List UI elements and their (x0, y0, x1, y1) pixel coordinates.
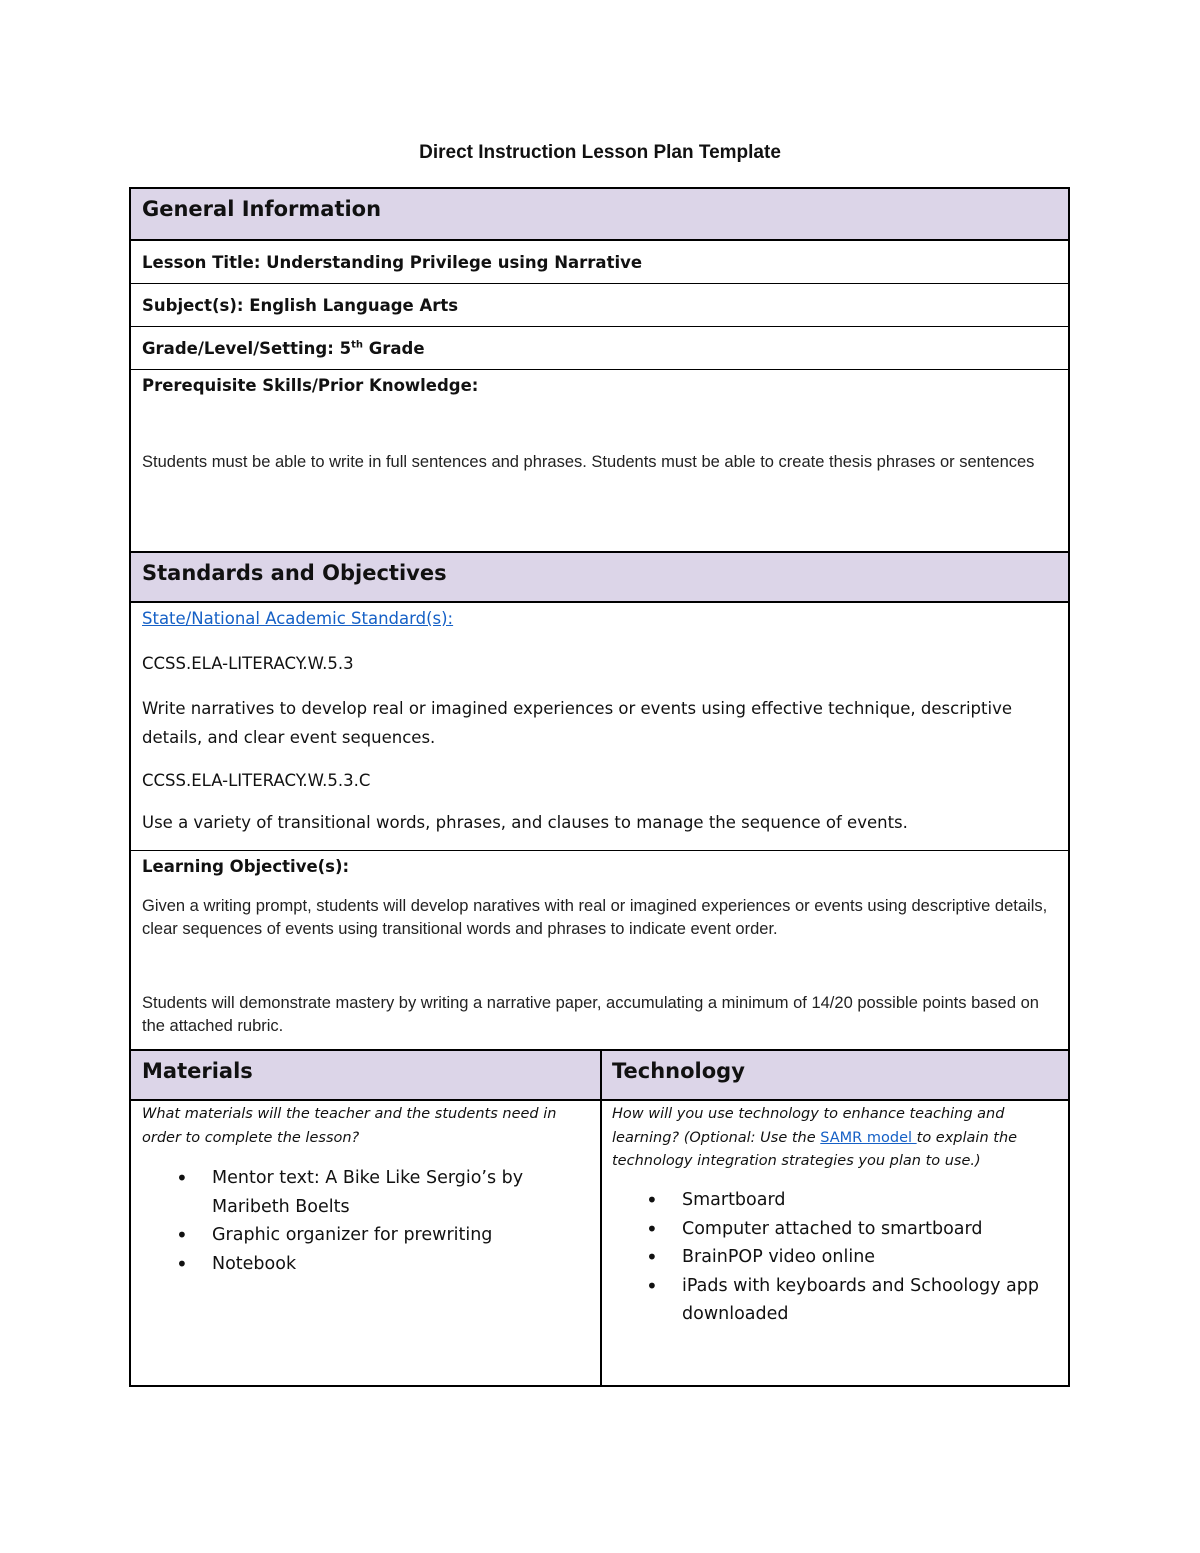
materials-list (142, 1164, 562, 1278)
general-info-heading: General Information (142, 197, 382, 221)
objective-text-2: Students will demonstrate mastery by writing a narrative paper, accumulating a minimum of 14/20 possible points based on the attached rubric. (142, 994, 1039, 1035)
objectives-row (131, 851, 1068, 1051)
technology-list (612, 1186, 1042, 1329)
samr-model-link[interactable]: SAMR model (820, 1129, 917, 1146)
standard-2-code: CCSS.ELA-LITERACY.W.5.3.C (142, 771, 371, 790)
objective-label: Learning Objective(s): (142, 857, 350, 876)
standards-heading: Standards and Objectives (142, 561, 447, 585)
prereq-row (131, 370, 1068, 553)
grade-row (131, 327, 1068, 370)
technology-prompt-after: to explain the technology integration strategies you plan to use.) (612, 1129, 1018, 1169)
subjects: Subject(s): English Language Arts (142, 296, 459, 315)
grade-label: Grade/Level/Setting: 5 (142, 339, 352, 358)
lesson-plan-table (129, 187, 1070, 1387)
standard-1-code: CCSS.ELA-LITERACY.W.5.3 (142, 654, 354, 673)
technology-cell (602, 1101, 1068, 1387)
technology-item: • BrainPOP video online (612, 1243, 1042, 1272)
materials-item: • Notebook (142, 1250, 562, 1279)
materials-item: • Mentor text: A Bike Like Sergio’s by Maribeth Boelts (142, 1164, 562, 1221)
subjects-row (131, 284, 1068, 327)
standards-row (131, 603, 1068, 851)
technology-item: • Computer attached to smartboard (612, 1215, 1042, 1244)
general-info-header (131, 189, 1068, 241)
document-title: Direct Instruction Lesson Plan Template (419, 142, 781, 163)
lesson-title: Lesson Title: Understanding Privilege using Narrative (142, 253, 643, 272)
prereq-text: Students must be able to write in full sentences and phrases. Students must be able to create thesis phrases or sentences (142, 453, 1035, 471)
technology-item: • iPads with keyboards and Schoology app downloaded (612, 1272, 1042, 1329)
prereq-label: Prerequisite Skills/Prior Knowledge: (142, 376, 479, 395)
standard-1-text: Write narratives to develop real or imagined experiences or events using effective technique, descriptive details, and clear event sequences. (142, 699, 1013, 747)
materials-item: • Graphic organizer for prewriting (142, 1221, 562, 1250)
grade-superscript: th (351, 339, 363, 351)
lesson-title-row (131, 241, 1068, 284)
materials-prompt: What materials will the teacher and the students need in order to complete the lesson? (142, 1106, 557, 1146)
technology-prompt-before: How will you use technology to enhance teaching and learning? (Optional: Use the (612, 1106, 1005, 1146)
grade-suffix: Grade (362, 339, 425, 358)
technology-prompt (612, 1103, 1032, 1174)
standards-link[interactable]: State/National Academic Standard(s): (142, 609, 454, 628)
grade-level (142, 339, 425, 358)
technology-item: • Smartboard (612, 1186, 1042, 1215)
standard-2-text: Use a variety of transitional words, phrases, and clauses to manage the sequence of events. (142, 813, 908, 832)
objective-text-1: Given a writing prompt, students will develop naratives with real or imagined experiences or events using descriptive details, clear sequences of events using transitional words and phrases to indicate event order. (142, 897, 1048, 938)
technology-heading: Technology (612, 1059, 745, 1083)
standards-header (131, 553, 1068, 603)
materials-heading: Materials (142, 1059, 253, 1083)
materials-cell (131, 1101, 600, 1387)
